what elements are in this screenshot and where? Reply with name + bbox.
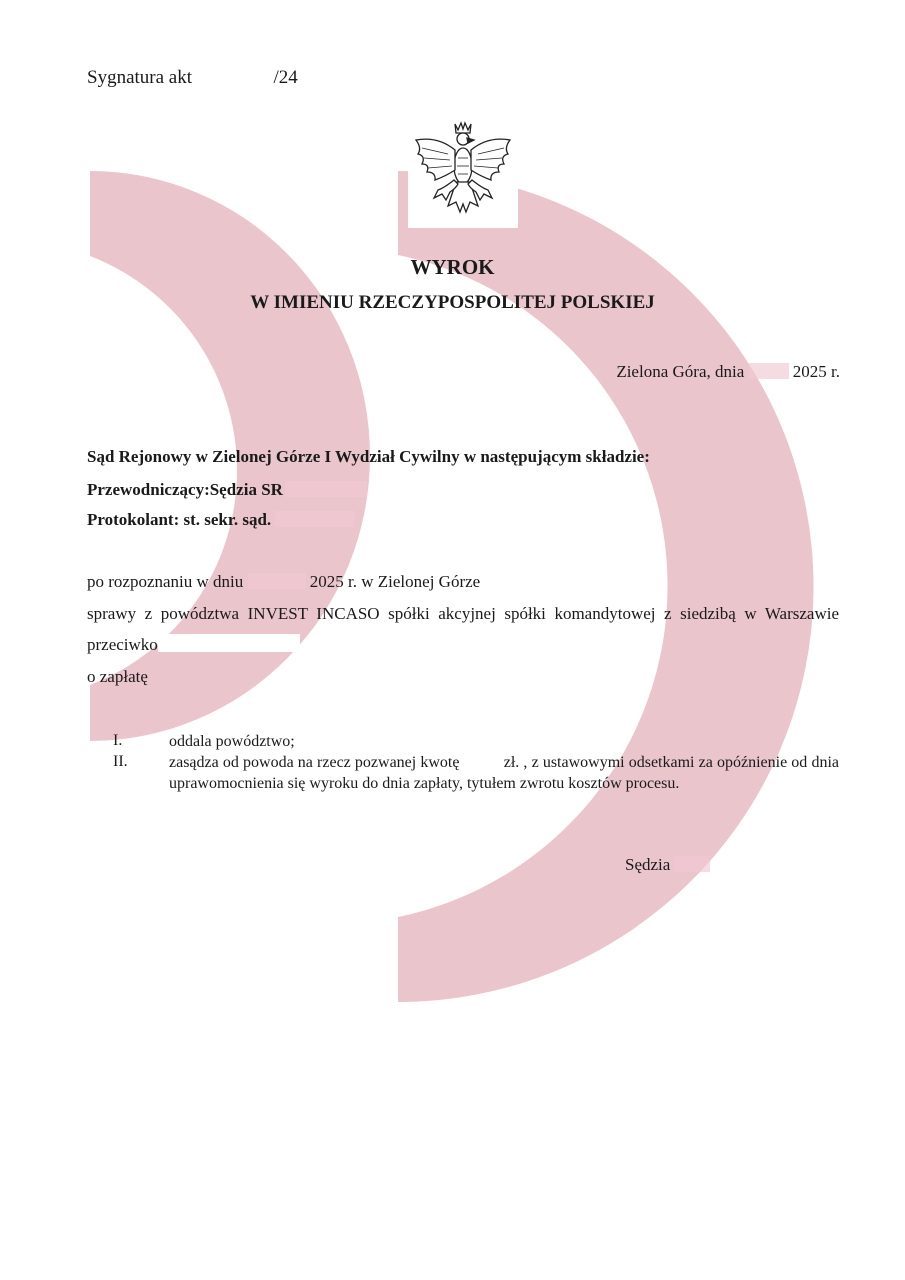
place-and-date: [616, 361, 840, 383]
presiding-judge: [87, 479, 367, 501]
against-line: [87, 634, 300, 656]
court-clerk: [87, 509, 355, 531]
polish-eagle-emblem-icon: [408, 118, 518, 228]
redacted-hearing-date: [248, 573, 306, 589]
ruling-number: I.: [113, 732, 123, 749]
case-signature: [87, 67, 298, 89]
ruling-text-main: oddala powództwo;: [169, 733, 295, 750]
judge-label: Sędzia: [625, 855, 671, 874]
claim-line: sprawy z powództwa INVEST INCASO spółki akcyjnej spółki komandytowej z siedzibą w Warszawie: [87, 604, 839, 623]
hearing-line: [87, 571, 480, 593]
judge-signature: [625, 854, 710, 876]
redacted-clerk-name: [275, 511, 355, 527]
redacted-judge-signature: [674, 856, 710, 872]
subject-line: o zapłatę: [87, 667, 148, 686]
document-subtitle: W IMIENIU RZECZYPOSPOLITEJ POLSKIEJ: [250, 292, 655, 313]
case-signature-suffix: /24: [273, 67, 298, 88]
ruling-text: [169, 752, 839, 794]
redacted-date: [749, 363, 789, 379]
redacted-defendant-name: [158, 634, 300, 652]
redacted-amount: [464, 753, 500, 769]
court-composition: Sąd Rejonowy w Zielonej Górze I Wydział Cywilny w następującym składzie:: [87, 447, 650, 466]
redacted-judge-name: [285, 481, 367, 497]
ruling-text-main: zasądza od powoda na rzecz pozwanej kwotę: [169, 754, 460, 771]
hearing-suffix: 2025 r. w Zielonej Górze: [309, 572, 481, 591]
case-signature-prefix: Sygnatura akt: [87, 67, 193, 88]
presiding-judge-label: Przewodniczący:Sędzia SR: [87, 480, 283, 499]
ruling-text: [169, 731, 839, 752]
place-date-prefix: Zielona Góra, dnia: [616, 362, 745, 381]
redacted-case-number: [197, 69, 269, 85]
against-label: przeciwko: [87, 635, 158, 654]
ruling-text-rest: zł. , z ustawowymi odsetkami za opóźnienie od dnia uprawomocnienia się wyroku do dnia zapłaty, tytułem zwrotu kosztów procesu.: [169, 754, 839, 792]
ruling-number: II.: [113, 753, 128, 770]
hearing-prefix: po rozpoznaniu w dniu: [87, 572, 244, 591]
place-date-suffix: 2025 r.: [792, 362, 840, 381]
court-clerk-label: Protokolant: st. sekr. sąd.: [87, 510, 272, 529]
document-title: WYROK: [410, 255, 495, 279]
